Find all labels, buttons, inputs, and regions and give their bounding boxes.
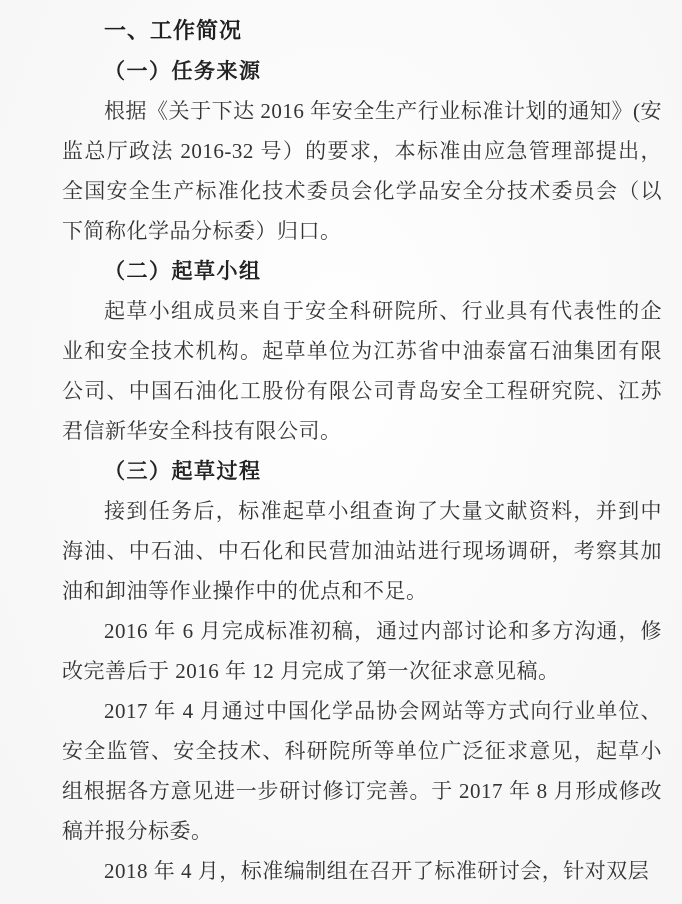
paragraph-drafting-group: 起草小组成员来自于安全科研院所、行业具有代表性的企业和安全技术机构。起草单位为江苏省中油泰富石油集团有限公司、中国石油化工股份有限公司青岛安全工程研究院、江苏君信新华安全科技有限公司。: [62, 299, 662, 443]
section-title: 一、工作简况: [104, 18, 243, 43]
paragraph-2016-draft: 2016 年 6 月完成标准初稿，通过内部讨论和多方沟通，修改完善后于 2016 年 12 月完成了第一次征求意见稿。: [62, 619, 662, 683]
subsection-title-task-source: （一）任务来源: [104, 59, 262, 83]
paragraph-research-visits: 接到任务后，标准起草小组查询了大量文献资料，并到中海油、中石油、中石化和民营加油站进行现场调研，考察其加油和卸油等作业操作中的优点和不足。: [62, 499, 662, 603]
paragraph-2018-meeting: 2018 年 4 月，标准编制组在召开了标准研讨会，针对双层: [104, 859, 650, 883]
subsection-title-drafting-group: （二）起草小组: [104, 259, 262, 283]
paragraph-task-source: 根据《关于下达 2016 年安全生产行业标准计划的通知》(安监总厅政法 2016-32 号）的要求，本标准由应急管理部提出，全国安全生产标准化技术委员会化学品安全分技术委员会（以下简称化学品分标委）归口。: [62, 99, 662, 243]
paragraph-2017-comments: 2017 年 4 月通过中国化学品协会网站等方式向行业单位、安全监管、安全技术、科研院所等单位广泛征求意见，起草小组根据各方意见进一步研讨修订完善。于 2017 年 8 月形成修改稿并报分标委。: [62, 699, 662, 843]
subsection-title-drafting-process: （三）起草过程: [104, 459, 262, 483]
